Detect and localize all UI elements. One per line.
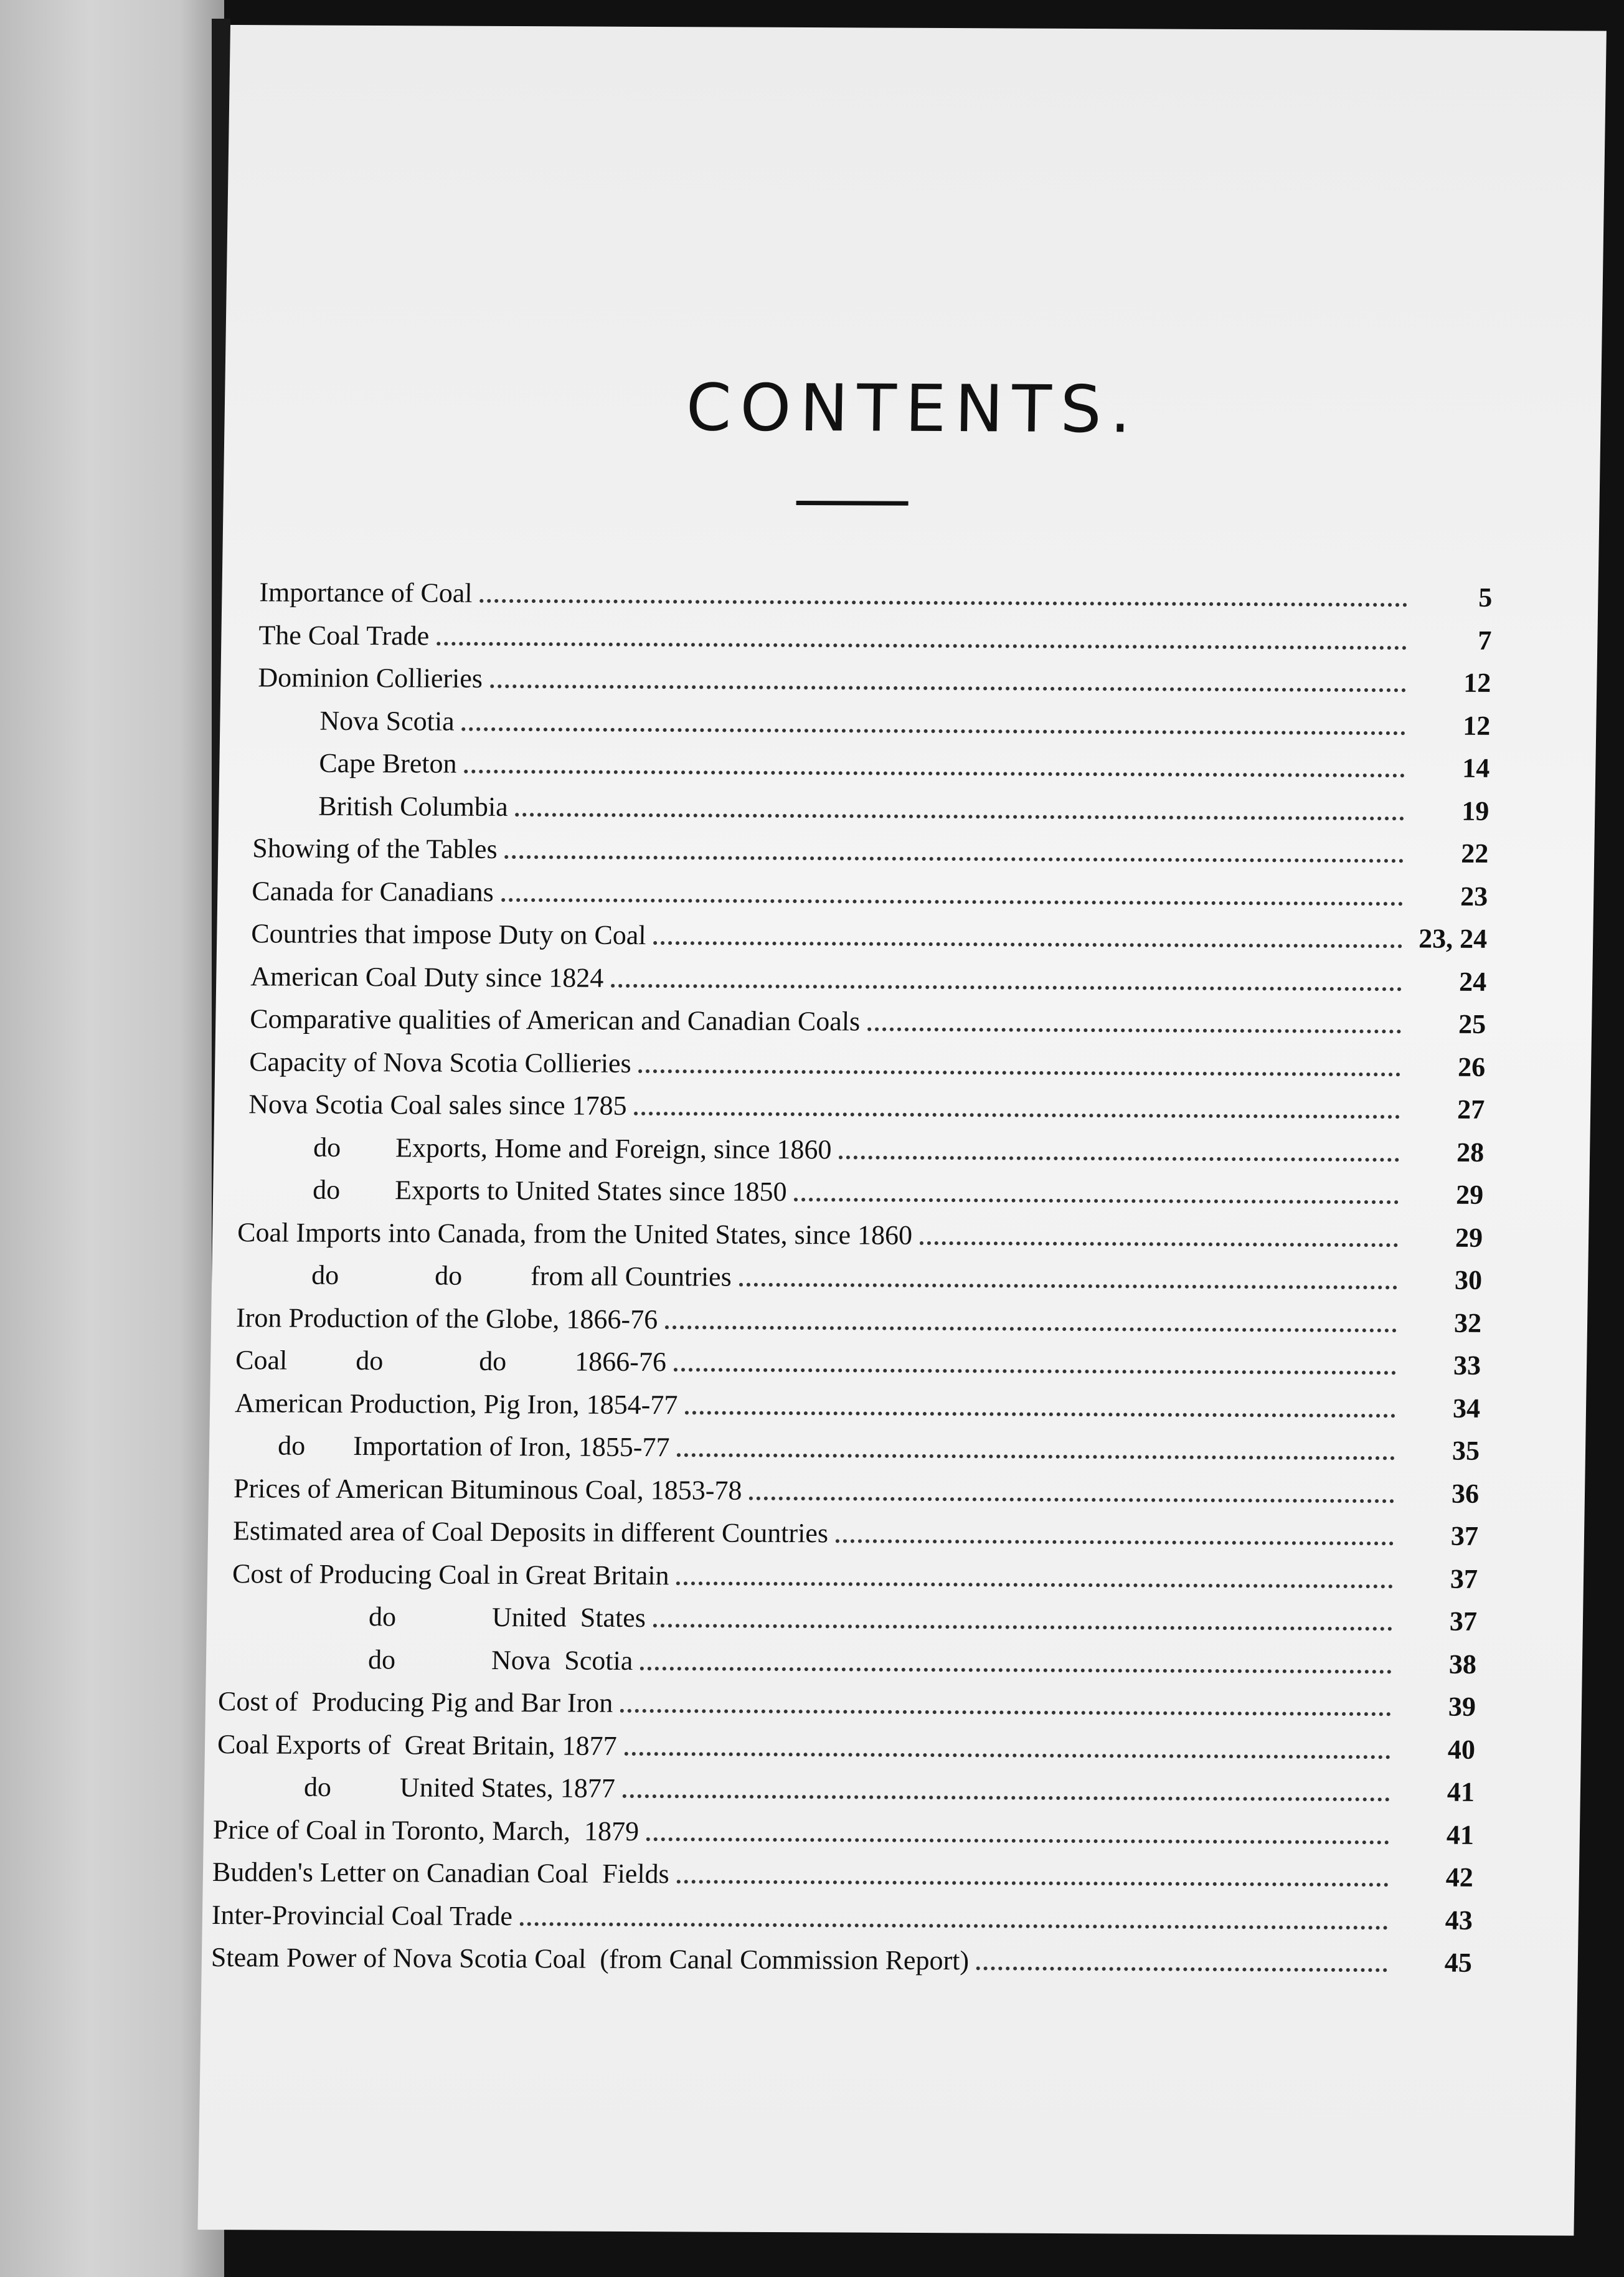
toc-entry-label: do United States, 1877 xyxy=(303,1771,616,1804)
toc-entry-page: 41 xyxy=(1446,1819,1475,1850)
dot-leader xyxy=(653,941,1402,948)
toc-entry xyxy=(217,1719,1476,1766)
toc-entry-label: Countries that impose Duty on Coal xyxy=(250,918,646,950)
toc-entry-page: 23, 24 xyxy=(1418,923,1488,954)
toc-entry-label: American Coal Duty since 1824 xyxy=(250,960,604,993)
toc-entry-page: 45 xyxy=(1444,1947,1473,1978)
toc-entry xyxy=(233,1505,1479,1552)
dot-leader xyxy=(653,1624,1392,1631)
toc-entry xyxy=(218,1676,1476,1723)
toc-entry xyxy=(235,1335,1481,1381)
toc-entry-page: 37 xyxy=(1450,1563,1478,1594)
dot-leader xyxy=(836,1539,1394,1545)
toc-entry-page: 29 xyxy=(1455,1179,1484,1210)
toc-entry xyxy=(313,1122,1485,1168)
toc-entry xyxy=(252,866,1488,912)
toc-entry-page: 12 xyxy=(1463,667,1491,698)
toc-entry xyxy=(251,908,1488,955)
dot-leader xyxy=(640,1667,1392,1673)
dot-leader xyxy=(623,1794,1390,1801)
toc-entry xyxy=(252,823,1489,869)
toc-entry-page: 38 xyxy=(1448,1649,1477,1680)
dot-leader xyxy=(437,641,1407,650)
toc-entry-label: do Exports to United States since 1850 xyxy=(312,1174,787,1208)
dot-leader xyxy=(794,1198,1399,1204)
toc-entry-label: Coal Exports of Great Britain, 1877 xyxy=(217,1728,617,1761)
toc-entry-page: 39 xyxy=(1448,1691,1476,1722)
dot-leader xyxy=(620,1709,1391,1716)
dot-leader xyxy=(749,1496,1394,1503)
toc-entry-page: 33 xyxy=(1453,1350,1481,1381)
toc-entry-label: British Columbia xyxy=(318,790,509,822)
toc-entry-page: 19 xyxy=(1461,795,1489,826)
toc-entry xyxy=(369,1591,1478,1637)
toc-entry-page: 41 xyxy=(1447,1776,1475,1807)
toc-entry xyxy=(311,1250,1483,1296)
dot-leader xyxy=(479,599,1407,607)
dot-leader xyxy=(490,684,1406,692)
toc-entry-page: 40 xyxy=(1447,1734,1476,1765)
toc-entry-label: Comparative qualities of American and Canadian Coals xyxy=(249,1003,861,1037)
toc-entry xyxy=(212,1890,1473,1936)
dot-leader xyxy=(677,1453,1395,1460)
toc-entry xyxy=(318,780,1489,826)
toc-entry-label: Steam Power of Nova Scotia Coal (from Canal Commission Report) xyxy=(210,1942,970,1976)
toc-entry-label: Showing of the Tables xyxy=(252,833,498,864)
dot-leader xyxy=(676,1581,1393,1588)
toc-entry xyxy=(368,1634,1477,1680)
toc-entry-page: 32 xyxy=(1453,1307,1482,1338)
toc-entry-page: 27 xyxy=(1456,1094,1485,1125)
dot-leader xyxy=(520,1922,1388,1929)
dot-leader xyxy=(501,897,1403,905)
toc-entry xyxy=(304,1762,1475,1808)
dot-leader xyxy=(739,1283,1397,1290)
toc-entry-page: 29 xyxy=(1455,1222,1483,1253)
dot-leader xyxy=(461,727,1405,735)
dot-leader xyxy=(920,1241,1398,1246)
title-rule xyxy=(796,501,909,506)
contents-page xyxy=(197,25,1606,2236)
toc-entry-page: 34 xyxy=(1452,1393,1481,1424)
toc-entry-page: 14 xyxy=(1461,752,1490,783)
toc-entry xyxy=(250,951,1487,998)
toc-entry-label: do Nova Scotia xyxy=(367,1644,633,1676)
toc-entry xyxy=(211,1932,1473,1979)
toc-entry-page: 5 xyxy=(1478,582,1493,613)
toc-entry xyxy=(258,652,1491,699)
toc-entry-label: Dominion Collieries xyxy=(258,662,483,694)
dot-leader xyxy=(504,855,1404,863)
toc-entry-label: The Coal Trade xyxy=(258,619,430,651)
dot-leader xyxy=(516,813,1405,820)
toc-entry-label: Coal Imports into Canada, from the United States, since 1860 xyxy=(237,1216,913,1251)
toc-entry xyxy=(232,1548,1478,1595)
toc-entry xyxy=(234,1463,1480,1510)
dot-leader xyxy=(646,1837,1389,1844)
dot-leader xyxy=(624,1751,1390,1758)
toc-entry-page: 24 xyxy=(1458,966,1487,997)
toc-entry-label: do United States xyxy=(368,1601,646,1634)
toc-entry-label: American Production, Pig Iron, 1854-77 xyxy=(234,1387,678,1420)
dot-leader xyxy=(839,1155,1399,1162)
toc-entry-page: 35 xyxy=(1452,1435,1480,1466)
toc-entry-page: 22 xyxy=(1460,838,1489,869)
dot-leader xyxy=(976,1966,1387,1972)
toc-entry-label: Price of Coal in Toronto, March, 1879 xyxy=(212,1814,640,1847)
toc-list xyxy=(210,567,1598,1978)
toc-entry xyxy=(259,567,1493,613)
toc-entry-label: Budden's Letter on Canadian Coal Fields xyxy=(212,1857,670,1890)
dot-leader xyxy=(685,1411,1395,1418)
toc-entry-label: Nova Scotia xyxy=(319,705,455,737)
toc-entry-page: 28 xyxy=(1456,1137,1485,1168)
toc-entry-page: 37 xyxy=(1449,1606,1478,1637)
toc-entry-label: Iron Production of the Globe, 1866-76 xyxy=(235,1302,658,1335)
toc-entry-page: 12 xyxy=(1462,710,1491,741)
dot-leader xyxy=(867,1028,1401,1034)
toc-entry-label: do do from all Countries xyxy=(311,1259,732,1292)
toc-entry-label: Cost of Producing Pig and Bar Iron xyxy=(217,1686,613,1718)
toc-entry xyxy=(236,1292,1482,1339)
toc-entry-page: 26 xyxy=(1457,1051,1486,1082)
toc-entry xyxy=(258,610,1492,656)
dot-leader xyxy=(638,1069,1400,1076)
dot-leader xyxy=(634,1112,1400,1119)
toc-entry-label: Nova Scotia Coal sales since 1785 xyxy=(248,1089,627,1121)
dot-leader xyxy=(674,1368,1396,1375)
toc-entry xyxy=(313,1165,1484,1211)
facing-page xyxy=(0,0,224,2277)
dot-leader xyxy=(464,770,1405,778)
toc-entry xyxy=(250,993,1486,1040)
toc-entry xyxy=(235,1378,1481,1424)
toc-entry xyxy=(319,738,1490,784)
toc-entry-label: do Importation of Iron, 1855-77 xyxy=(277,1430,670,1463)
toc-entry-label: Estimated area of Coal Deposits in different Countries xyxy=(232,1515,829,1549)
page-title: CONTENTS. xyxy=(686,369,1140,448)
toc-entry xyxy=(249,1036,1486,1083)
toc-entry-page: 7 xyxy=(1478,625,1492,656)
toc-entry-label: Capacity of Nova Scotia Collieries xyxy=(248,1046,632,1079)
dot-leader xyxy=(665,1325,1397,1332)
toc-entry-page: 25 xyxy=(1458,1008,1486,1039)
toc-entry-label: Cape Breton xyxy=(319,747,457,779)
toc-entry xyxy=(212,1847,1474,1893)
toc-entry-label: Prices of American Bituminous Coal, 1853-78 xyxy=(233,1472,742,1506)
toc-entry-label: do Exports, Home and Foreign, since 1860 xyxy=(313,1132,832,1165)
toc-entry-label: Inter-Provincial Coal Trade xyxy=(211,1899,513,1931)
dot-leader xyxy=(611,983,1402,991)
toc-entry xyxy=(278,1420,1480,1466)
toc-entry-label: Importance of Coal xyxy=(259,577,473,608)
dot-leader xyxy=(677,1880,1389,1886)
toc-entry-label: Canada for Canadians xyxy=(252,875,494,907)
toc-entry-page: 23 xyxy=(1460,881,1488,912)
toc-entry xyxy=(237,1207,1483,1254)
toc-entry-page: 30 xyxy=(1454,1264,1483,1295)
toc-entry xyxy=(319,695,1491,741)
toc-entry-page: 37 xyxy=(1450,1520,1479,1551)
toc-entry-page: 36 xyxy=(1451,1478,1480,1509)
toc-entry xyxy=(213,1804,1475,1851)
toc-entry-page: 42 xyxy=(1445,1862,1474,1893)
toc-entry-label: Cost of Producing Coal in Great Britain xyxy=(232,1558,669,1591)
toc-entry xyxy=(248,1079,1485,1125)
toc-entry-page: 43 xyxy=(1445,1905,1473,1936)
toc-entry-label: Coal do do 1866-76 xyxy=(235,1345,667,1378)
